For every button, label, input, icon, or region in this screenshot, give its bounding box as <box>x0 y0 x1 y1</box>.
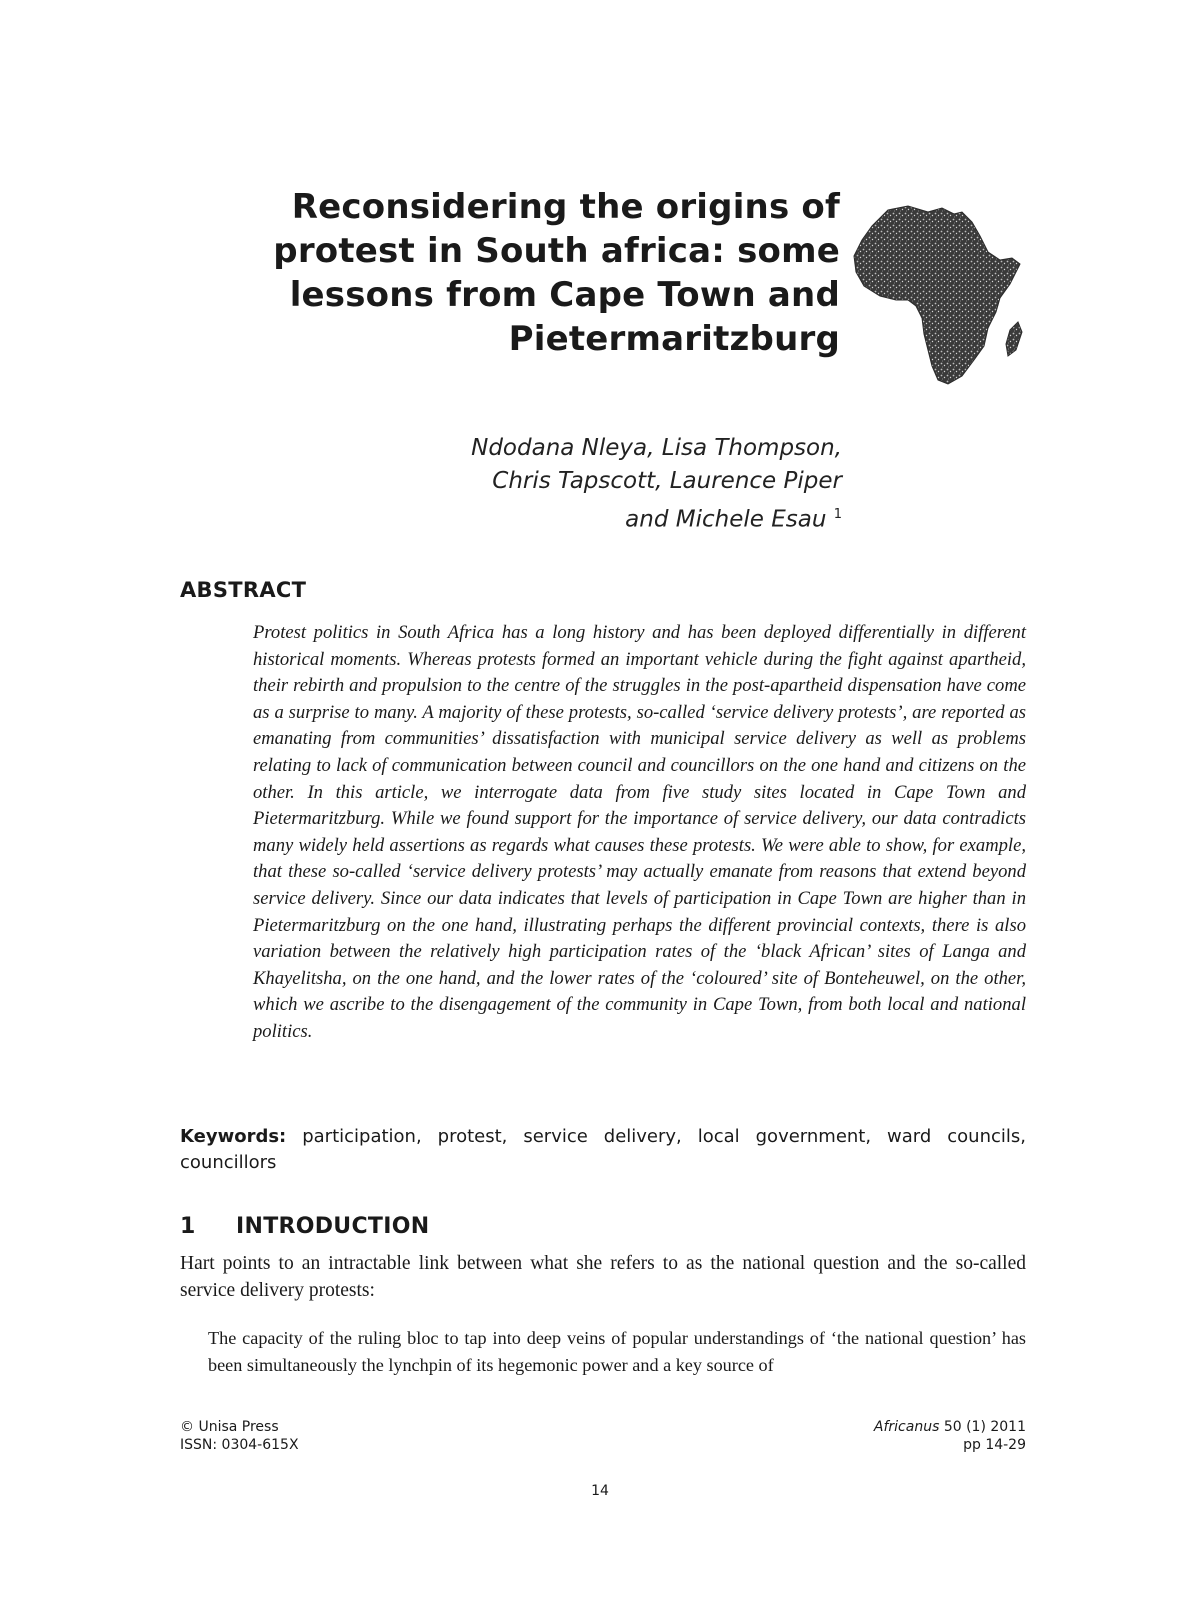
section-number: 1 <box>180 1214 196 1239</box>
abstract-heading: ABSTRACT <box>180 578 307 602</box>
title-line: Pietermaritzburg <box>508 319 840 359</box>
author-line <box>300 498 842 537</box>
journal-name: Africanus <box>873 1419 940 1435</box>
author-line-text: and Michele Esau <box>625 506 827 533</box>
intro-paragraph: Hart points to an intractable link between what she refers to as the national question and the so-called service delivery protests: <box>180 1253 1026 1301</box>
africa-map-icon <box>850 200 1030 400</box>
footer-journal-info <box>700 1418 1026 1454</box>
block-quote: The capacity of the ruling bloc to tap into deep veins of popular understandings of ‘the national question’ has been simultaneously the lynchpin of its hegemonic power and a key source of <box>208 1328 1026 1375</box>
journal-citation <box>700 1418 1026 1436</box>
keywords-label: Keywords: <box>180 1126 287 1147</box>
footer-publisher-info <box>180 1418 299 1454</box>
title-line: lessons from Cape Town and <box>289 275 840 315</box>
author-list <box>300 432 842 537</box>
section-title: INTRODUCTION <box>236 1214 430 1239</box>
page-number: 14 <box>591 1483 609 1499</box>
journal-volume: 50 (1) 2011 <box>943 1419 1026 1435</box>
publisher: © Unisa Press <box>180 1419 279 1435</box>
issn: ISSN: 0304-615X <box>180 1437 299 1453</box>
section-heading <box>180 1214 429 1239</box>
author-line: Ndodana Nleya, Lisa Thompson, <box>471 435 842 461</box>
keywords-text: participation, protest, service delivery, local government, ward councils, councillors <box>180 1126 1026 1173</box>
title-line: protest in South africa: some <box>273 231 840 271</box>
footnote-marker: 1 <box>833 507 842 522</box>
keywords <box>180 1124 1026 1176</box>
title-line: Reconsidering the origins of <box>291 187 840 227</box>
author-line: Chris Tapscott, Laurence Piper <box>492 468 842 494</box>
abstract-body: Protest politics in South Africa has a long history and has been deployed differentially in different historical moments. Whereas protests formed an important vehicle during the fight against apartheid, their rebirth and propulsion to the centre of the struggles in the post-apartheid dispensation have come as a surprise to many. A majority of these protests, so-called ‘service delivery protests’, are reported as emanating from communities’ dissatisfaction with municipal service delivery as well as problems relating to lack of communication between council and councillors on the one hand and citizens on the other. In this article, we interrogate data from five study sites located in Cape Town and Pietermaritzburg. While we found support for the importance of service delivery, our data contradicts many widely held assertions as regards what causes these protests. We were able to show, for example, that these so-called ‘service delivery protests’ may actually emanate from reasons that extend beyond service delivery. Since our data indicates that levels of participation in Cape Town are higher than in Pietermaritzburg on the one hand, illustrating perhaps the different provincial contexts, there is also variation between the relatively high participation rates of the ‘black African’ sites of Langa and Khayelitsha, on the one hand, and the lower rates of the ‘coloured’ site of Bonteheuwel, on the other, which we ascribe to the disengagement of the community in Cape Town, from both local and national politics. <box>253 622 1026 1042</box>
article-title <box>240 185 840 361</box>
page-range: pp 14-29 <box>963 1437 1026 1453</box>
